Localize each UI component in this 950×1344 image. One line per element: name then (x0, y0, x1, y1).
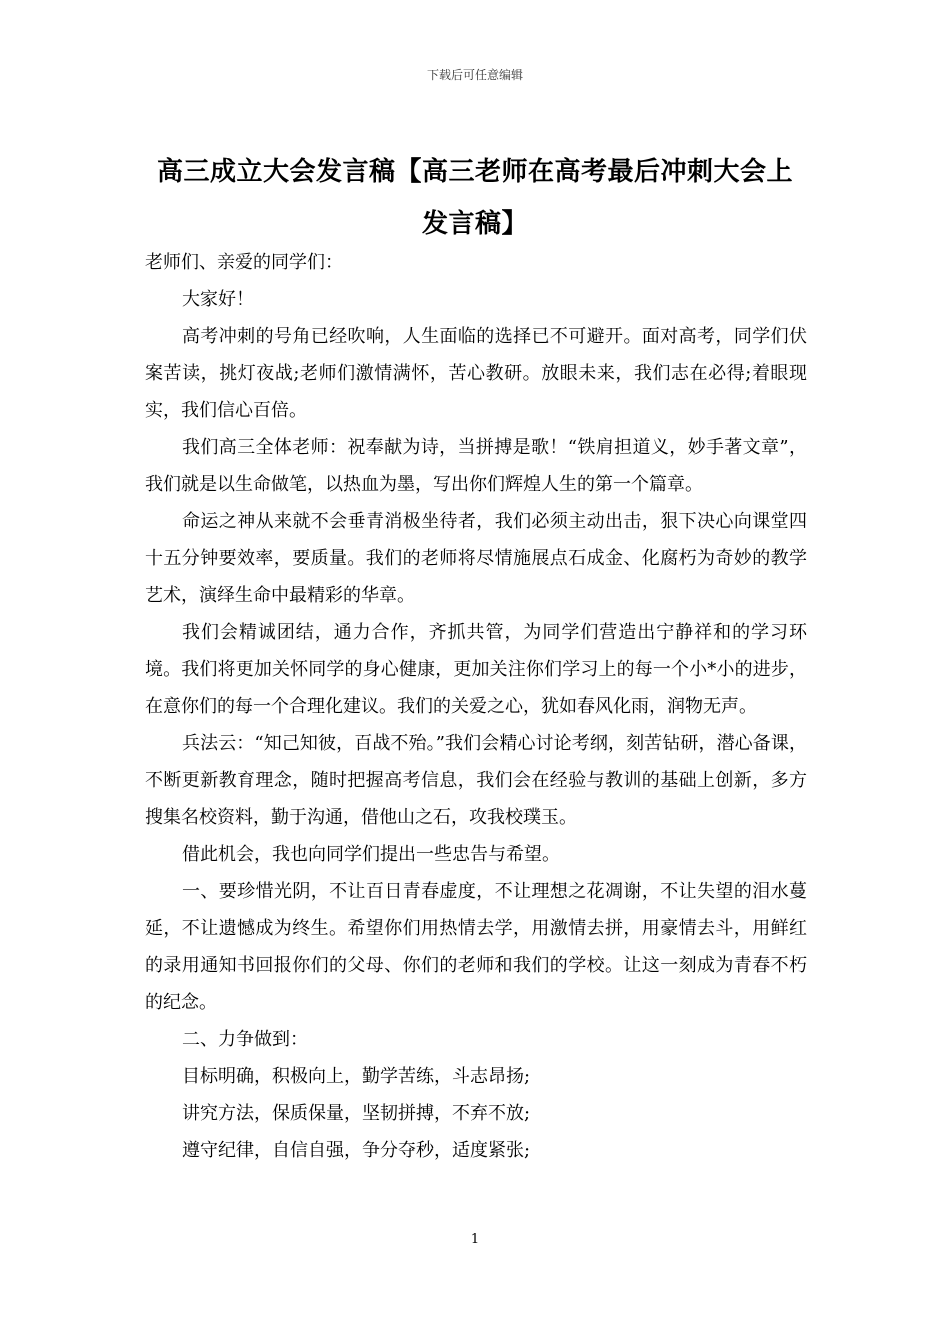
salutation: 老师们、亲爱的同学们： (145, 252, 343, 273)
paragraph: 大家好！ (182, 289, 254, 310)
paragraph: 借此机会，我也向同学们提出一些忠告与希望。 (182, 844, 560, 865)
paragraph: 我们会精诚团结，通力合作，齐抓共管，为同学们营造出宁静祥和的学习环境。我们将更加关怀同学的身心健康，更加关注你们学习上的每一个小*小的进步，在意你们的每一个合理化建议。我们的关爱之心，犹如春风化雨，润物无声。 (145, 622, 807, 717)
paragraph: 一、要珍惜光阴，不让百日青春虚度，不让理想之花凋谢，不让失望的泪水蔓延，不让遗憾成为终生。希望你们用热情去学，用激情去拼，用豪情去斗，用鲜红的录用通知书回报你们的父母、你们的老师和我们的学校。让这一刻成为青春不朽的纪念。 (145, 881, 807, 1013)
paragraph: 命运之神从来就不会垂青消极坐待者，我们必须主动出击，狠下决心向课堂四十五分钟要效率，要质量。我们的老师将尽情施展点石成金、化腐朽为奇妙的教学艺术，演绎生命中最精彩的华章。 (145, 511, 807, 606)
paragraph: 遵守纪律，自信自强，争分夺秒，适度紧张; (182, 1140, 531, 1161)
paragraph: 二、力争做到： (182, 1029, 308, 1050)
document-body (145, 244, 807, 1169)
paragraph: 兵法云：“知己知彼，百战不殆。”我们会精心讨论考纲，刻苦钻研，潜心备课，不断更新教育理念，随时把握高考信息，我们会在经验与教训的基础上创新，多方搜集名校资料，勤于沟通，借他山之石，攻我校璞玉。 (145, 733, 807, 828)
document-title: 高三成立大会发言稿【高三老师在高考最后冲刺大会上发言稿】 (156, 157, 793, 239)
page-number: 1 (470, 1232, 480, 1247)
header-note: 下载后可任意编辑 (426, 68, 523, 82)
paragraph: 讲究方法，保质保量，坚韧拼搏，不弃不放; (182, 1103, 531, 1124)
paragraph: 高考冲刺的号角已经吹响，人生面临的选择已不可避开。面对高考，同学们伏案苦读，挑灯夜战;老师们激情满怀，苦心教研。放眼未来，我们志在必得;着眼现实，我们信心百倍。 (145, 326, 807, 421)
paragraph: 目标明确，积极向上，勤学苦练，斗志昂扬; (182, 1066, 531, 1087)
paragraph: 我们高三全体老师：祝奉献为诗，当拼搏是歌！“铁肩担道义，妙手著文章”，我们就是以生命做笔，以热血为墨，写出你们辉煌人生的第一个篇章。 (145, 437, 807, 495)
